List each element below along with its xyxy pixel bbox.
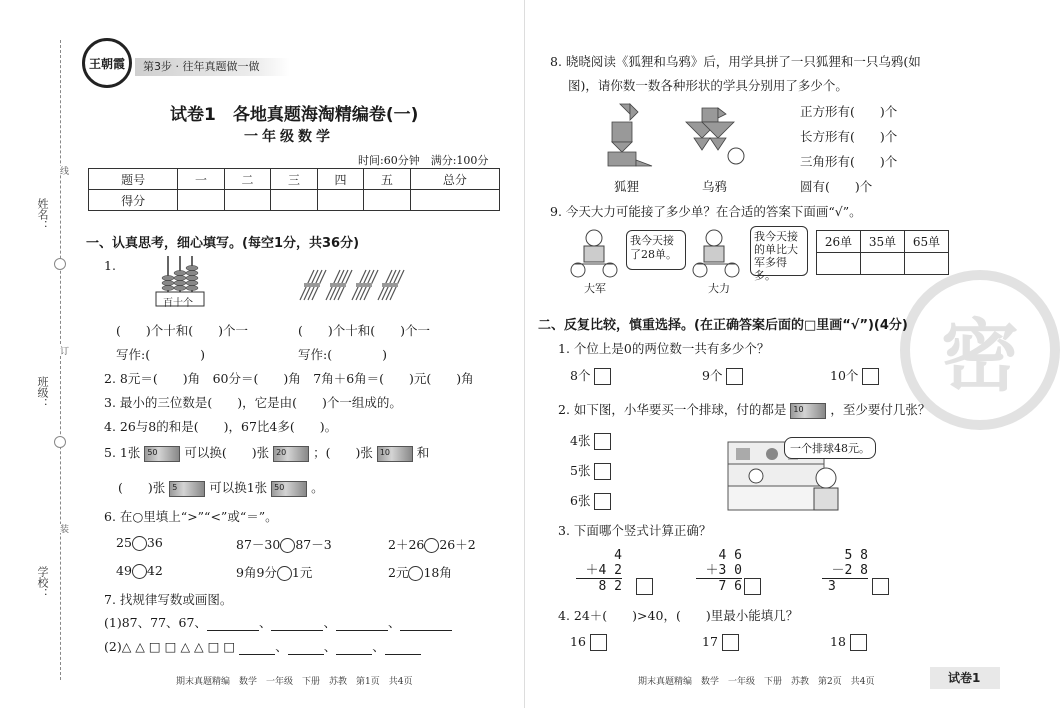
checkbox[interactable] — [594, 463, 611, 480]
choice[interactable]: 16 — [570, 634, 607, 651]
question-9: 9. 今天大力可能接了多少单？在合适的答案下面画“√”。 — [550, 204, 862, 219]
score-input-cell[interactable] — [224, 190, 270, 211]
question-7: 7. 找规律写数或画图。 — [104, 592, 233, 607]
answer-line[interactable] — [239, 654, 275, 655]
choice[interactable]: 9个 — [702, 366, 743, 385]
checkbox[interactable] — [850, 634, 867, 651]
score-input-cell[interactable] — [178, 190, 224, 211]
courier-dajun-image — [566, 226, 622, 280]
compare-circle[interactable] — [280, 538, 295, 553]
pattern-text: (2)△ △ □ □ △ △ □ □ — [104, 639, 236, 654]
compare-item[interactable]: 2＋26 26＋2 — [388, 537, 476, 552]
score-header-cell: 题号 — [89, 169, 178, 190]
banknote-50-icon: 50 — [271, 481, 307, 497]
paper-tab: 试卷1 — [930, 667, 1000, 689]
person-label-dajun: 大军 — [584, 282, 606, 295]
q1-write-right[interactable]: 写作:( ) — [298, 347, 387, 362]
triangle-count[interactable]: 三角形有( )个 — [800, 154, 898, 169]
question-5[interactable] — [104, 443, 429, 462]
checkbox[interactable] — [726, 368, 743, 385]
banknote-5-icon: 5 — [169, 481, 205, 497]
compare-item[interactable]: 49 42 — [116, 563, 163, 578]
option-check-cell[interactable] — [905, 253, 949, 275]
compare-circle[interactable] — [424, 538, 439, 553]
option-check-cell[interactable] — [861, 253, 905, 275]
checkbox[interactable] — [872, 578, 889, 595]
compare-item[interactable]: 9角9分 1元 — [236, 565, 313, 580]
q5-text: ；( )张 — [313, 445, 373, 460]
question-8-cont: 图)，请你数一数各种形状的学具分别用了多少个。 — [568, 78, 848, 93]
answer-line[interactable] — [288, 654, 324, 655]
score-input-cell[interactable] — [271, 190, 317, 211]
circle-count[interactable]: 圆有( )个 — [800, 179, 873, 194]
score-header-cell: 五 — [364, 169, 410, 190]
banknote-50-icon: 50 — [144, 446, 180, 462]
choice[interactable]: 4张 — [570, 431, 611, 450]
q1-right-blank[interactable]: ( )个十和( )个一 — [298, 323, 431, 338]
section2-heading: 二、反复比较，慎重选择。(在正确答案后面的□里画“√”)(4分) — [538, 318, 908, 333]
score-header-cell: 一 — [178, 169, 224, 190]
checkbox[interactable] — [594, 433, 611, 450]
time-info: 时间:60分钟 满分:100分 — [358, 154, 489, 167]
vertical-calc-1: 4 ＋4 2 8 2 — [576, 548, 622, 594]
brand-logo: 王朝霞 — [82, 38, 132, 88]
binding-hole — [54, 436, 66, 448]
checkbox[interactable] — [722, 634, 739, 651]
step-banner: 第3步 · 往年真题做一做 — [135, 58, 290, 76]
score-input-cell[interactable] — [364, 190, 410, 211]
s2-question-3: 3. 下面哪个竖式计算正确？ — [558, 523, 712, 538]
q5-text: 。 — [311, 480, 324, 495]
question-7-2[interactable]: (2)△ △ □ □ △ △ □ □ 、 、 、 — [104, 637, 421, 655]
choice[interactable]: 18 — [830, 634, 867, 651]
question-4[interactable]: 4. 26与8的和是( )，67比4多( )。 — [104, 419, 338, 434]
answer-line[interactable] — [207, 630, 259, 631]
score-header-cell: 二 — [224, 169, 270, 190]
checkbox[interactable] — [594, 368, 611, 385]
binding-hole — [54, 258, 66, 270]
tangram-crow-image — [682, 104, 746, 170]
question-2[interactable]: 2. 8元＝( )角 60分＝( )角 7角＋6角＝( )元( )角 — [104, 371, 474, 386]
question-6: 6. 在○里填上“>”“<”或“＝”。 — [104, 509, 278, 524]
checkbox[interactable] — [862, 368, 879, 385]
q1-write-left[interactable]: 写作:( ) — [116, 347, 205, 362]
answer-line[interactable] — [271, 630, 323, 631]
seal-mark: 装 — [58, 524, 68, 533]
option-label: 35单 — [861, 231, 905, 253]
banknote-10-icon: 10 — [377, 446, 413, 462]
page-subtitle: 一年级数学 — [244, 129, 334, 145]
price-bubble: 一个排球48元。 — [784, 437, 876, 459]
answer-line[interactable] — [336, 630, 388, 631]
square-count[interactable]: 正方形有( )个 — [800, 104, 898, 119]
binding-line — [60, 40, 61, 680]
compare-circle[interactable] — [132, 536, 147, 551]
seal-mark: 订 — [58, 346, 68, 355]
score-header-cell: 四 — [317, 169, 363, 190]
answer-line[interactable] — [385, 654, 421, 655]
choice[interactable]: 8个 — [570, 366, 611, 385]
score-input-cell[interactable] — [410, 190, 499, 211]
checkbox[interactable] — [744, 578, 761, 595]
question-3[interactable]: 3. 最小的三位数是( )，它是由( )个一组成的。 — [104, 395, 402, 410]
score-row-label: 得分 — [89, 190, 178, 211]
section1-heading: 一、认真思考，细心填写。(每空1分，共36分) — [86, 236, 360, 251]
school-label: 学校： — [36, 566, 49, 599]
compare-circle[interactable] — [132, 564, 147, 579]
class-label: 班级： — [36, 376, 49, 409]
score-header-cell: 总分 — [410, 169, 499, 190]
footer-left: 期末真题精编 数学 一年级 下册 苏教 第1页 共4页 — [176, 677, 413, 687]
speech-bubble-dali: 我今天接的单比大军多得多。 — [750, 226, 808, 276]
score-input-cell[interactable] — [317, 190, 363, 211]
s2-question-1: 1. 个位上是0的两位数一共有多少个？ — [558, 341, 770, 356]
tangram-fox-image — [604, 100, 654, 172]
question-5-cont[interactable] — [118, 478, 324, 497]
vertical-calc-3: 5 8 －2 8 3 — [822, 548, 868, 594]
rectangle-count[interactable]: 长方形有( )个 — [800, 129, 898, 144]
option-label: 26单 — [817, 231, 861, 253]
fox-label: 狐狸 — [614, 179, 640, 194]
s2-question-2: 2. 如下图，小华要买一个排球，付的都是 10 ，至少要付几张？ — [558, 402, 931, 417]
page-divider — [524, 0, 525, 708]
compare-item[interactable]: 87－30 87－3 — [236, 537, 332, 552]
choice[interactable]: 10个 — [830, 366, 879, 385]
courier-dali-image — [690, 226, 746, 280]
q5-text: 和 — [416, 445, 430, 460]
compare-circle[interactable] — [408, 566, 423, 581]
score-header-cell: 三 — [271, 169, 317, 190]
confidential-watermark: 密 — [900, 270, 1060, 430]
banknote-20-icon: 20 — [273, 446, 309, 462]
seal-mark: 线 — [58, 166, 68, 175]
vertical-calc-2: 4 6 ＋3 0 7 6 — [696, 548, 742, 594]
compare-circle[interactable] — [277, 566, 292, 581]
checkbox[interactable] — [636, 578, 653, 595]
s2-question-4: 4. 24＋( )>40，( )里最小能填几？ — [558, 608, 799, 623]
sequence-text: (1)87、77、67、 — [104, 615, 207, 630]
q5-text: ( )张 — [118, 480, 166, 495]
choice[interactable]: 5张 — [570, 461, 611, 480]
abacus-label: 百十个 — [163, 298, 193, 309]
question-number: 1. — [104, 258, 116, 273]
compare-item[interactable]: 25 36 — [116, 535, 163, 550]
checkbox[interactable] — [590, 634, 607, 651]
name-label: 姓名： — [36, 198, 49, 231]
footer-right: 期末真题精编 数学 一年级 下册 苏教 第2页 共4页 — [638, 677, 875, 687]
choice[interactable]: 17 — [702, 634, 739, 651]
banknote-10-icon: 10 — [790, 403, 826, 419]
page-title: 试卷1 各地真题海淘精编卷(一) — [170, 105, 419, 125]
score-table — [88, 168, 500, 211]
q5-text: 可以换( )张 — [184, 445, 270, 460]
checkbox[interactable] — [594, 493, 611, 510]
option-check-cell[interactable] — [817, 253, 861, 275]
q1-left-blank[interactable]: ( )个十和( )个一 — [116, 323, 249, 338]
compare-item[interactable]: 2元 18角 — [388, 565, 452, 580]
person-label-dali: 大力 — [708, 282, 730, 295]
speech-bubble-dajun: 我今天接了28单。 — [626, 230, 686, 270]
option-label: 65单 — [905, 231, 949, 253]
q5-text: 可以换1张 — [209, 480, 268, 495]
question-7-1[interactable]: (1)87、77、67、 、 、 、 — [104, 613, 452, 631]
stick-bundles-image — [296, 266, 408, 304]
choice[interactable]: 6张 — [570, 491, 611, 510]
question-8: 8. 晓晓阅读《狐狸和乌鸦》后，用学具拼了一只狐狸和一只乌鸦(如 — [550, 54, 921, 69]
answer-line[interactable] — [400, 630, 452, 631]
options-table — [816, 230, 949, 275]
q5-text: 5. 1张 — [104, 445, 141, 460]
crow-label: 乌鸦 — [702, 179, 728, 194]
answer-line[interactable] — [336, 654, 372, 655]
